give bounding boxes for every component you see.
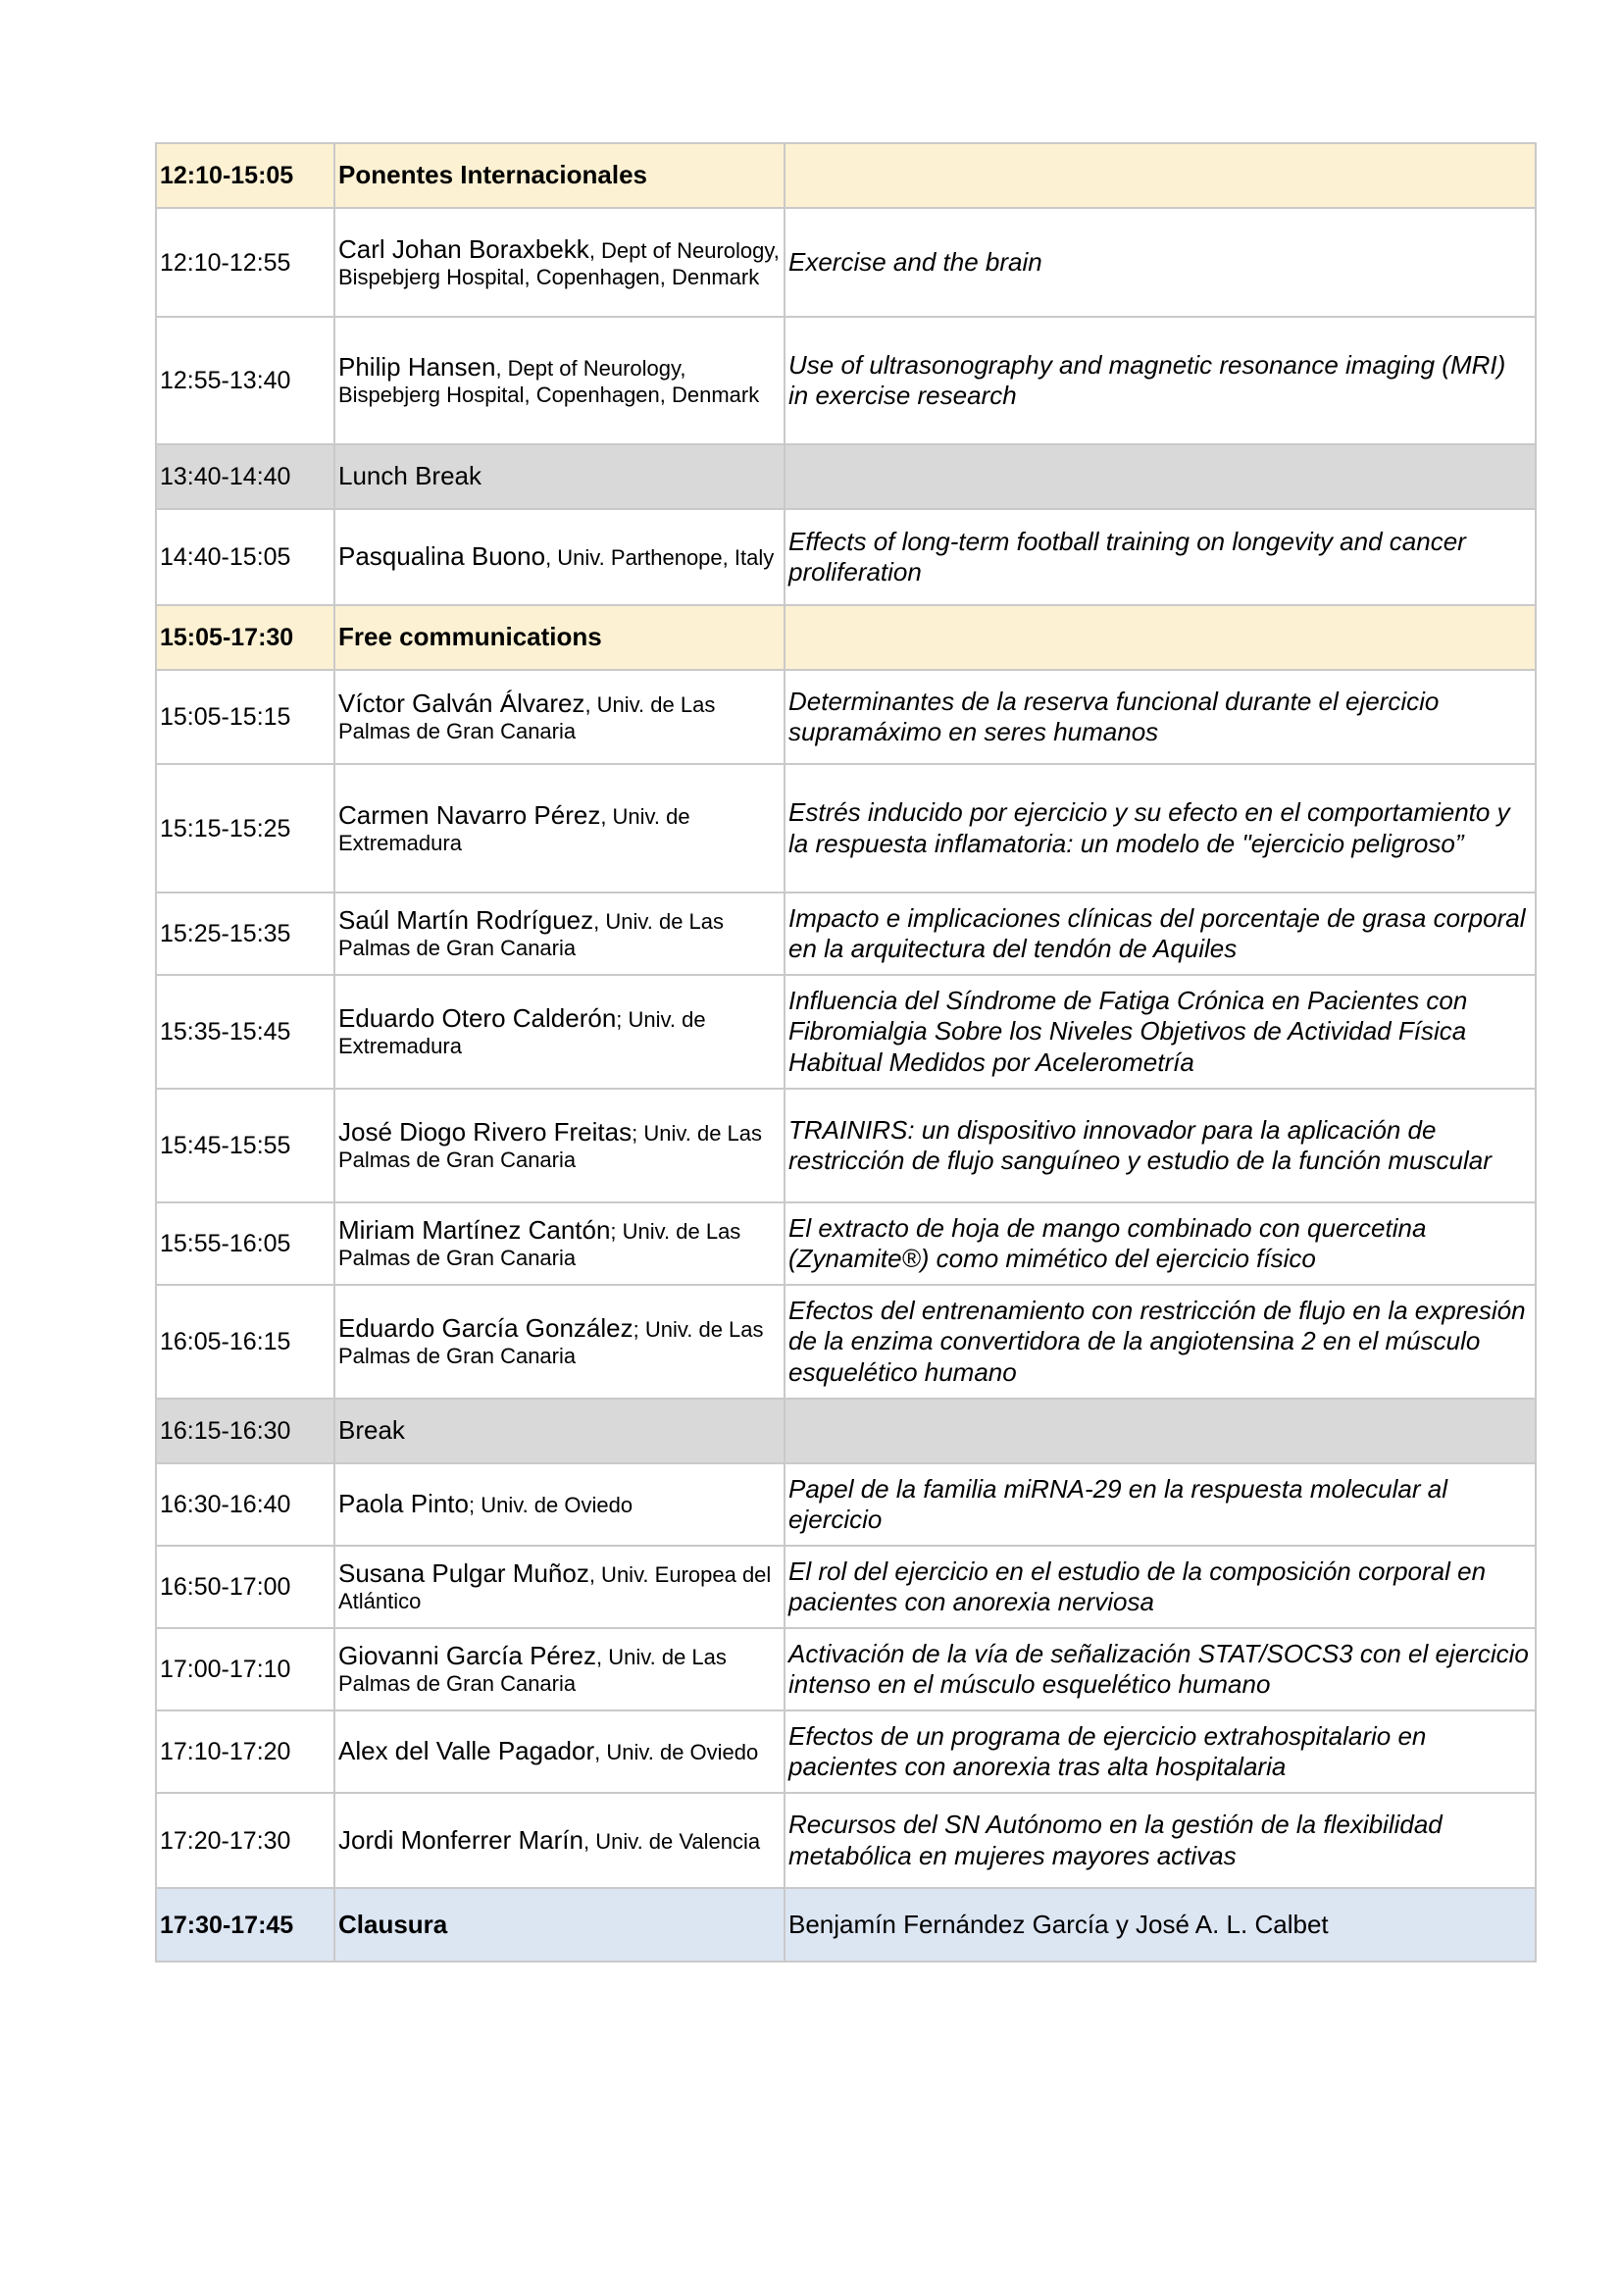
speaker-affiliation: , Univ. de Las Palmas de Gran Canaria <box>338 909 725 961</box>
speaker-affiliation: , Univ. de Valencia <box>583 1828 761 1854</box>
section-label: Ponentes Internacionales <box>334 143 785 208</box>
speaker-affiliation: , Univ. de Extremadura <box>338 803 690 855</box>
talk-title: Estrés inducido por ejercicio y su efecto en el comportamiento y la respuesta inflamatoria: un modelo de "ejercicio peligroso” <box>785 764 1536 893</box>
talk-title: Use of ultrasonography and magnetic resonance imaging (MRI) in exercise research <box>785 317 1536 444</box>
time-cell: 16:05-16:15 <box>156 1285 334 1399</box>
speaker-affiliation: , Dept of Neurology, Bispebjerg Hospital, Copenhagen, Denmark <box>338 237 780 289</box>
talk-row <box>156 975 1536 1089</box>
talk-row <box>156 1285 1536 1399</box>
speaker-name: Pasqualina Buono <box>338 541 546 572</box>
speaker-affiliation: ; Univ. de Extremadura <box>338 1007 706 1059</box>
program-table <box>155 142 1537 1963</box>
time-cell: 15:55-16:05 <box>156 1202 334 1285</box>
section-row <box>156 605 1536 670</box>
speaker-affiliation: ; Univ. de Las Palmas de Gran Canaria <box>338 1317 764 1369</box>
speaker-cell <box>334 670 785 764</box>
break-label: Break <box>334 1399 785 1463</box>
time-cell: 15:25-15:35 <box>156 893 334 975</box>
empty-cell <box>785 605 1536 670</box>
speaker-affiliation: , Univ. de Las Palmas de Gran Canaria <box>338 692 716 744</box>
speaker-affiliation: , Dept of Neurology, Bispebjerg Hospital, Copenhagen, Denmark <box>338 356 760 408</box>
talk-title: El extracto de hoja de mango combinado con quercetina (Zynamite®) como mimético del ejercicio físico <box>785 1202 1536 1285</box>
talk-row <box>156 764 1536 893</box>
speaker-cell <box>334 1463 785 1546</box>
time-cell: 15:35-15:45 <box>156 975 334 1089</box>
time-cell: 14:40-15:05 <box>156 509 334 605</box>
time-cell: 16:50-17:00 <box>156 1546 334 1628</box>
talk-row <box>156 509 1536 605</box>
time-cell: 15:15-15:25 <box>156 764 334 893</box>
time-cell: 13:40-14:40 <box>156 444 334 509</box>
talk-row <box>156 1202 1536 1285</box>
section-label: Free communications <box>334 605 785 670</box>
closing-label: Clausura <box>334 1888 785 1962</box>
time-cell: 15:45-15:55 <box>156 1089 334 1202</box>
talk-row <box>156 1793 1536 1888</box>
speaker-cell <box>334 1710 785 1793</box>
speaker-name: Miriam Martínez Cantón <box>338 1215 611 1246</box>
speaker-name: Susana Pulgar Muñoz <box>338 1558 589 1589</box>
talk-title: Impacto e implicaciones clínicas del porcentaje de grasa corporal en la arquitectura del tendón de Aquiles <box>785 893 1536 975</box>
talk-title: Exercise and the brain <box>785 208 1536 317</box>
speaker-affiliation: , Univ. Europea del Atlántico <box>338 1562 772 1614</box>
talk-title: Determinantes de la reserva funcional durante el ejercicio supramáximo en seres humanos <box>785 670 1536 764</box>
speaker-name: Carl Johan Boraxbekk <box>338 233 589 264</box>
empty-cell <box>785 143 1536 208</box>
time-cell: 17:00-17:10 <box>156 1628 334 1710</box>
time-cell: 12:10-12:55 <box>156 208 334 317</box>
time-cell: 15:05-17:30 <box>156 605 334 670</box>
section-row <box>156 143 1536 208</box>
empty-cell <box>785 444 1536 509</box>
break-row <box>156 1399 1536 1463</box>
speaker-name: Paola Pinto <box>338 1489 469 1519</box>
speaker-cell <box>334 1628 785 1710</box>
talk-row <box>156 1710 1536 1793</box>
talk-title: Efectos de un programa de ejercicio extrahospitalario en pacientes con anorexia tras alta hospitalaria <box>785 1710 1536 1793</box>
closing-speakers: Benjamín Fernández García y José A. L. Calbet <box>785 1888 1536 1962</box>
speaker-cell <box>334 1202 785 1285</box>
talk-row <box>156 893 1536 975</box>
break-row <box>156 444 1536 509</box>
time-cell: 17:30-17:45 <box>156 1888 334 1962</box>
talk-row <box>156 670 1536 764</box>
speaker-cell <box>334 1285 785 1399</box>
speaker-affiliation: , Univ. Parthenope, Italy <box>545 545 775 571</box>
time-cell: 17:20-17:30 <box>156 1793 334 1888</box>
talk-title: Efectos del entrenamiento con restricción de flujo en la expresión de la enzima convertidora de la angiotensina 2 en el músculo esquelético humano <box>785 1285 1536 1399</box>
speaker-cell <box>334 317 785 444</box>
talk-row <box>156 1089 1536 1202</box>
speaker-name: Víctor Galván Álvarez <box>338 689 585 719</box>
time-cell: 12:55-13:40 <box>156 317 334 444</box>
speaker-cell <box>334 208 785 317</box>
closing-row <box>156 1888 1536 1962</box>
speaker-name: Eduardo García González <box>338 1313 633 1344</box>
talk-row <box>156 317 1536 444</box>
speaker-cell <box>334 1089 785 1202</box>
talk-title: Activación de la vía de señalización STAT/SOCS3 con el ejercicio intenso en el músculo esquelético humano <box>785 1628 1536 1710</box>
speaker-cell <box>334 509 785 605</box>
speaker-cell <box>334 764 785 893</box>
speaker-name: Alex del Valle Pagador <box>338 1736 595 1766</box>
speaker-affiliation: ; Univ. de Las Palmas de Gran Canaria <box>338 1121 763 1173</box>
time-cell: 16:30-16:40 <box>156 1463 334 1546</box>
time-cell: 17:10-17:20 <box>156 1710 334 1793</box>
talk-row <box>156 1628 1536 1710</box>
talk-row <box>156 1463 1536 1546</box>
speaker-name: Philip Hansen <box>338 352 496 383</box>
time-cell: 12:10-15:05 <box>156 143 334 208</box>
speaker-cell <box>334 975 785 1089</box>
speaker-name: Carmen Navarro Pérez <box>338 799 601 830</box>
talk-title: El rol del ejercicio en el estudio de la composición corporal en pacientes con anorexia nerviosa <box>785 1546 1536 1628</box>
empty-cell <box>785 1399 1536 1463</box>
talk-title: Recursos del SN Autónomo en la gestión de la flexibilidad metabólica en mujeres mayores activas <box>785 1793 1536 1888</box>
speaker-affiliation: ; Univ. de Oviedo <box>468 1493 633 1518</box>
talk-row <box>156 208 1536 317</box>
talk-title: TRAINIRS: un dispositivo innovador para la aplicación de restricción de flujo sanguíneo y estudio de la función muscular <box>785 1089 1536 1202</box>
speaker-cell <box>334 1793 785 1888</box>
talk-row <box>156 1546 1536 1628</box>
talk-title: Influencia del Síndrome de Fatiga Crónica en Pacientes con Fibromialgia Sobre los Niveles Objetivos de Actividad Física Habitual Medidos por Acelerometría <box>785 975 1536 1089</box>
time-cell: 15:05-15:15 <box>156 670 334 764</box>
speaker-cell <box>334 1546 785 1628</box>
talk-title: Papel de la familia miRNA-29 en la respuesta molecular al ejercicio <box>785 1463 1536 1546</box>
speaker-affiliation: , Univ. de Oviedo <box>594 1740 759 1765</box>
speaker-name: Eduardo Otero Calderón <box>338 1003 617 1034</box>
talk-title: Effects of long-term football training on longevity and cancer proliferation <box>785 509 1536 605</box>
speaker-affiliation: ; Univ. de Las Palmas de Gran Canaria <box>338 1219 741 1271</box>
speaker-name: Jordi Monferrer Marín <box>338 1824 583 1855</box>
speaker-name: Saúl Martín Rodríguez <box>338 905 594 936</box>
speaker-name: Giovanni García Pérez <box>338 1641 597 1671</box>
speaker-cell <box>334 893 785 975</box>
break-label: Lunch Break <box>334 444 785 509</box>
time-cell: 16:15-16:30 <box>156 1399 334 1463</box>
speaker-name: José Diogo Rivero Freitas <box>338 1117 633 1148</box>
speaker-affiliation: , Univ. de Las Palmas de Gran Canaria <box>338 1645 727 1697</box>
